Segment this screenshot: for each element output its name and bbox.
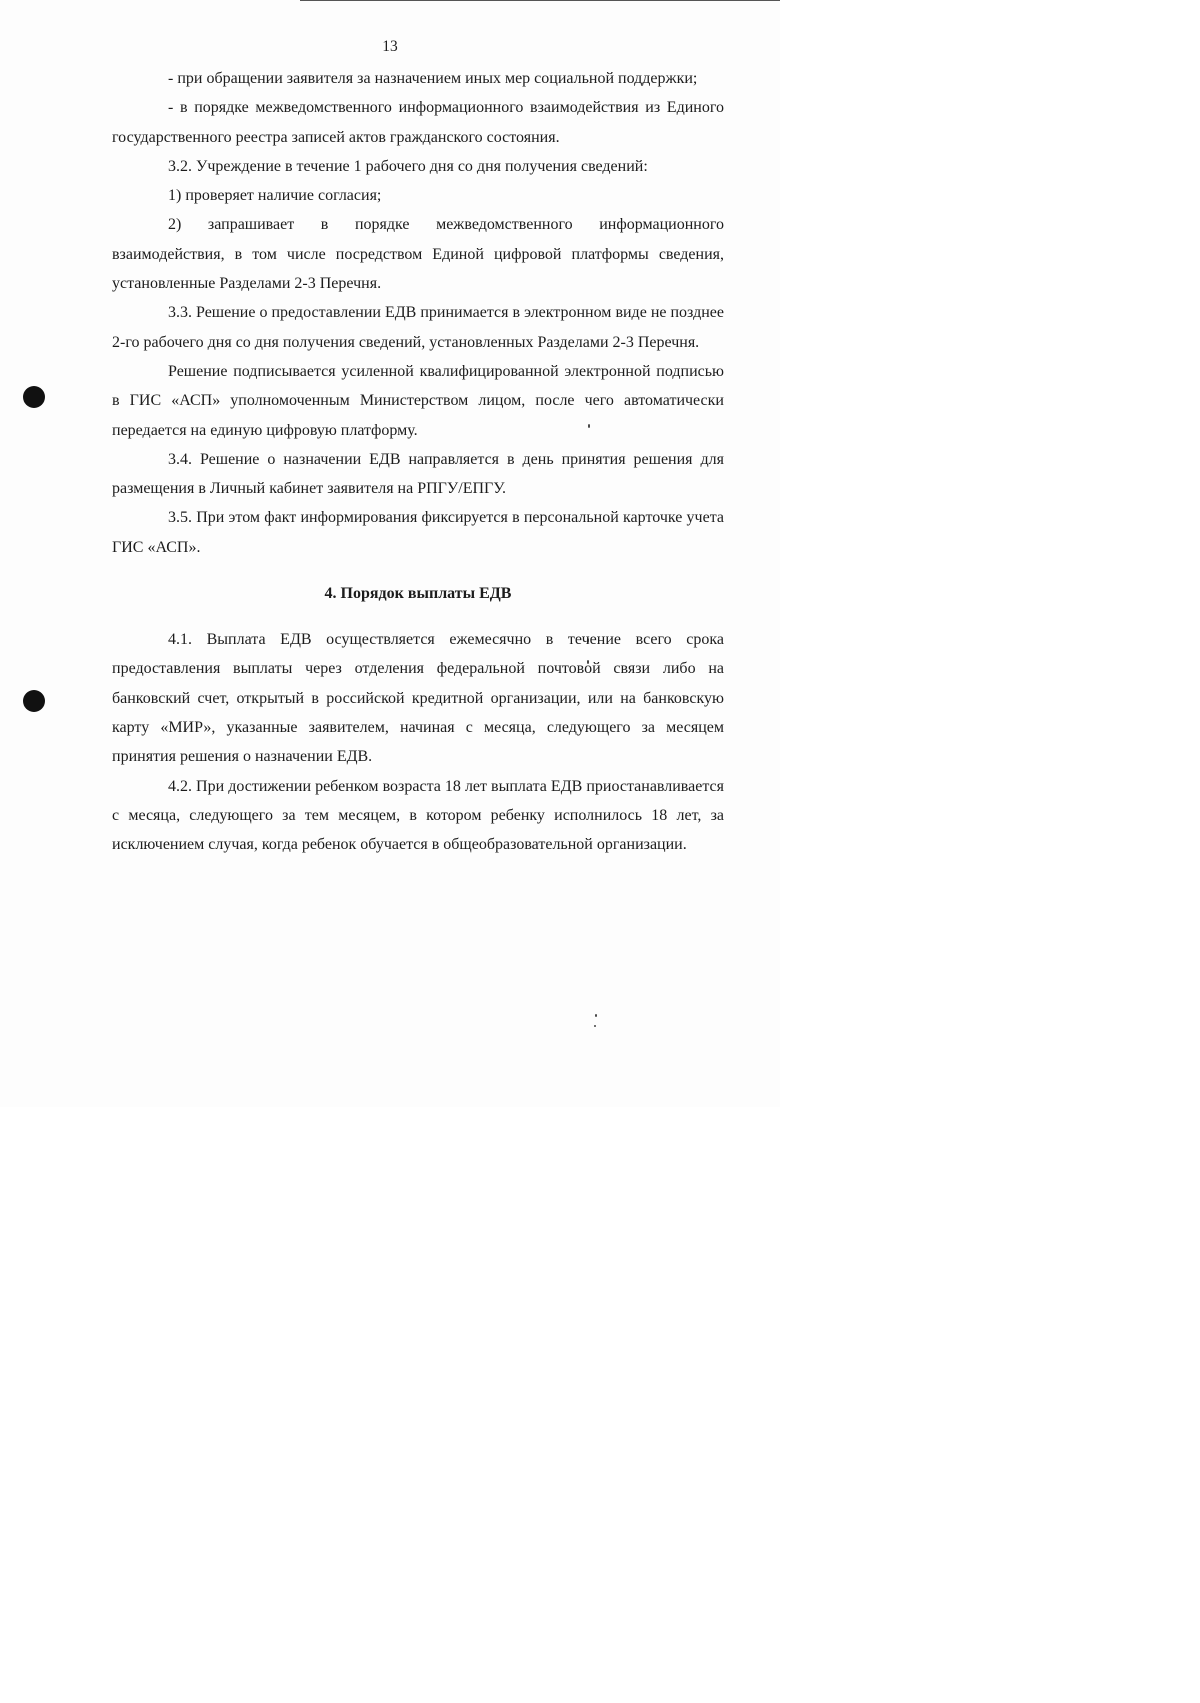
document-body (112, 64, 724, 859)
paragraph: 1) проверяет наличие согласия; (168, 187, 382, 205)
scan-speck (595, 1014, 597, 1017)
page-number: 13 (382, 38, 398, 55)
punch-hole-lower (23, 690, 45, 712)
paragraph: 4.1. Выплата ЕДВ осуществляется ежемесячно в течение всего срока предоставления выплаты через отделения федеральной почтовой связи либо на банковский счет, открытый в российской кредитной организации, или на банковскую карту «МИР», указанные заявителем, начиная с месяца, следующего за месяцем принятия решения о назначении ЕДВ. (112, 631, 724, 766)
punch-hole-upper (23, 386, 45, 408)
document-page (0, 0, 780, 1107)
section-heading: 4. Порядок выплаты ЕДВ (324, 585, 512, 603)
paragraph: Решение подписывается усиленной квалифицированной электронной подписью в ГИС «АСП» уполномоченным Министерством лицом, после чего автоматически передается на единую цифровую платформу. (112, 362, 724, 439)
paragraph: 2) запрашивает в порядке межведомственного информационного взаимодействия, в том числе посредством Единой цифровой платформы сведения, установленные Разделами 2-3 Перечня. (112, 216, 724, 293)
paragraph: 3.4. Решение о назначении ЕДВ направляется в день принятия решения для размещения в Личный кабинет заявителя на РПГУ/ЕПГУ. (112, 450, 724, 498)
paragraph: 3.2. Учреждение в течение 1 рабочего дня со дня получения сведений: (168, 157, 648, 175)
paragraph: - при обращении заявителя за назначением иных мер социальной поддержки; (168, 70, 698, 87)
paragraph: 4.2. При достижении ребенком возраста 18 лет выплата ЕДВ приостанавливается с месяца, следующего за тем месяцем, в котором ребенку исполнилось 18 лет, за исключением случая, когда ребенок обучается в общеобразовательной организации. (112, 777, 724, 854)
paragraph: - в порядке межведомственного информационного взаимодействия из Единого государственного реестра записей актов гражданского состояния. (112, 99, 724, 146)
scan-top-edge (300, 0, 780, 1)
scan-speck (594, 1025, 596, 1027)
paragraph: 3.3. Решение о предоставлении ЕДВ принимается в электронном виде не позднее 2-го рабочего дня со дня получения сведений, установленных Разделами 2-3 Перечня. (112, 304, 724, 351)
paragraph: 3.5. При этом факт информирования фиксируется в персональной карточке учета ГИС «АСП». (112, 509, 724, 556)
